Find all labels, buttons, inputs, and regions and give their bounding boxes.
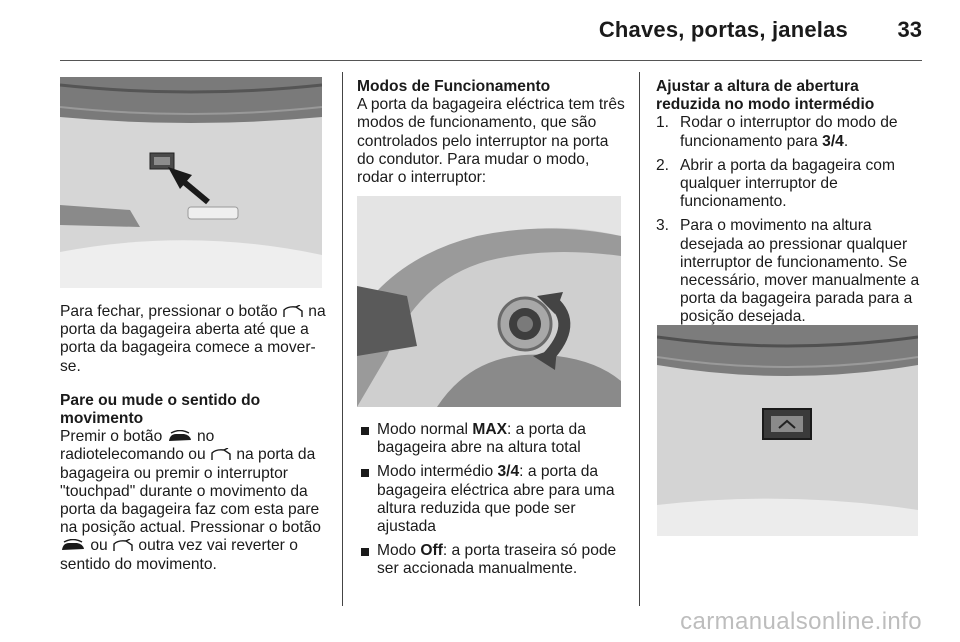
mode-item-normal: Modo normal MAX: a porta da bagageira abre na altura total xyxy=(357,421,627,457)
mode-list xyxy=(357,421,627,579)
step-2: 2. Abrir a porta da bagageira com qualquer interruptor de funcionamento. xyxy=(656,156,895,211)
mode-switch-photo xyxy=(357,196,621,407)
tailgate-button-photo xyxy=(60,77,322,288)
stop-reverse-instruction: Premir o botão no radiotelecomando ou na porta da bagageira ou premir o interruptor "touchpad" durante o movimento da porta da bagageira faz com esta pare na posição actual. Pressionar o botão ou outra vez vai reverter o sentido do movimento. xyxy=(60,428,321,573)
column-1 xyxy=(60,303,326,574)
mode-list-column xyxy=(357,421,627,585)
mode-item-off: Modo Off: a porta traseira só pode ser accionada manualmente. xyxy=(357,542,627,578)
close-instruction: Para fechar, pressionar o botão na porta da bagageira aberta até que a porta da bagageira comece a mover-se. xyxy=(60,303,326,375)
column-2 xyxy=(357,78,627,187)
tailgate-open-icon xyxy=(112,539,134,553)
adjust-steps xyxy=(656,114,926,326)
section-title: Chaves, portas, janelas xyxy=(598,17,848,42)
operating-modes-intro: A porta da bagageira eléctrica tem três modos de funcionamento, que são controlados pelo interruptor na porta do condutor. Para mudar o modo, rodar o interruptor: xyxy=(357,96,625,187)
stop-reverse-heading: Pare ou mude o sentido do movimento xyxy=(60,391,261,428)
adjust-height-heading: Ajustar a altura de abertura reduzida no modo intermédio xyxy=(656,78,875,114)
tailgate-open-icon xyxy=(210,448,232,462)
operating-modes-heading: Modos de Funcionamento xyxy=(357,78,551,95)
column-divider xyxy=(639,72,640,606)
step-3: 3. Para o movimento na altura desejada ao pressionar qualquer interruptor de funcionamento. Se necessário, mover manualmente a porta da bagageira parada para a posição desejada. xyxy=(656,217,920,326)
header-rule xyxy=(60,60,922,61)
column-3 xyxy=(656,78,926,333)
watermark: carmanualsonline.info xyxy=(680,608,922,635)
step-1: 1. Rodar o interruptor do modo de funcionamento para 3/4. xyxy=(656,114,898,150)
page-number: 33 xyxy=(897,17,922,42)
remote-key-icon xyxy=(60,539,86,553)
mode-item-intermediate: Modo intermédio 3/4: a porta da bagageira eléctrica abre para uma altura reduzida que pode ser ajustada xyxy=(357,463,627,536)
column-divider xyxy=(342,72,343,606)
remote-key-icon xyxy=(167,430,193,444)
interior-switch-photo xyxy=(657,325,918,536)
tailgate-open-icon xyxy=(282,305,304,319)
